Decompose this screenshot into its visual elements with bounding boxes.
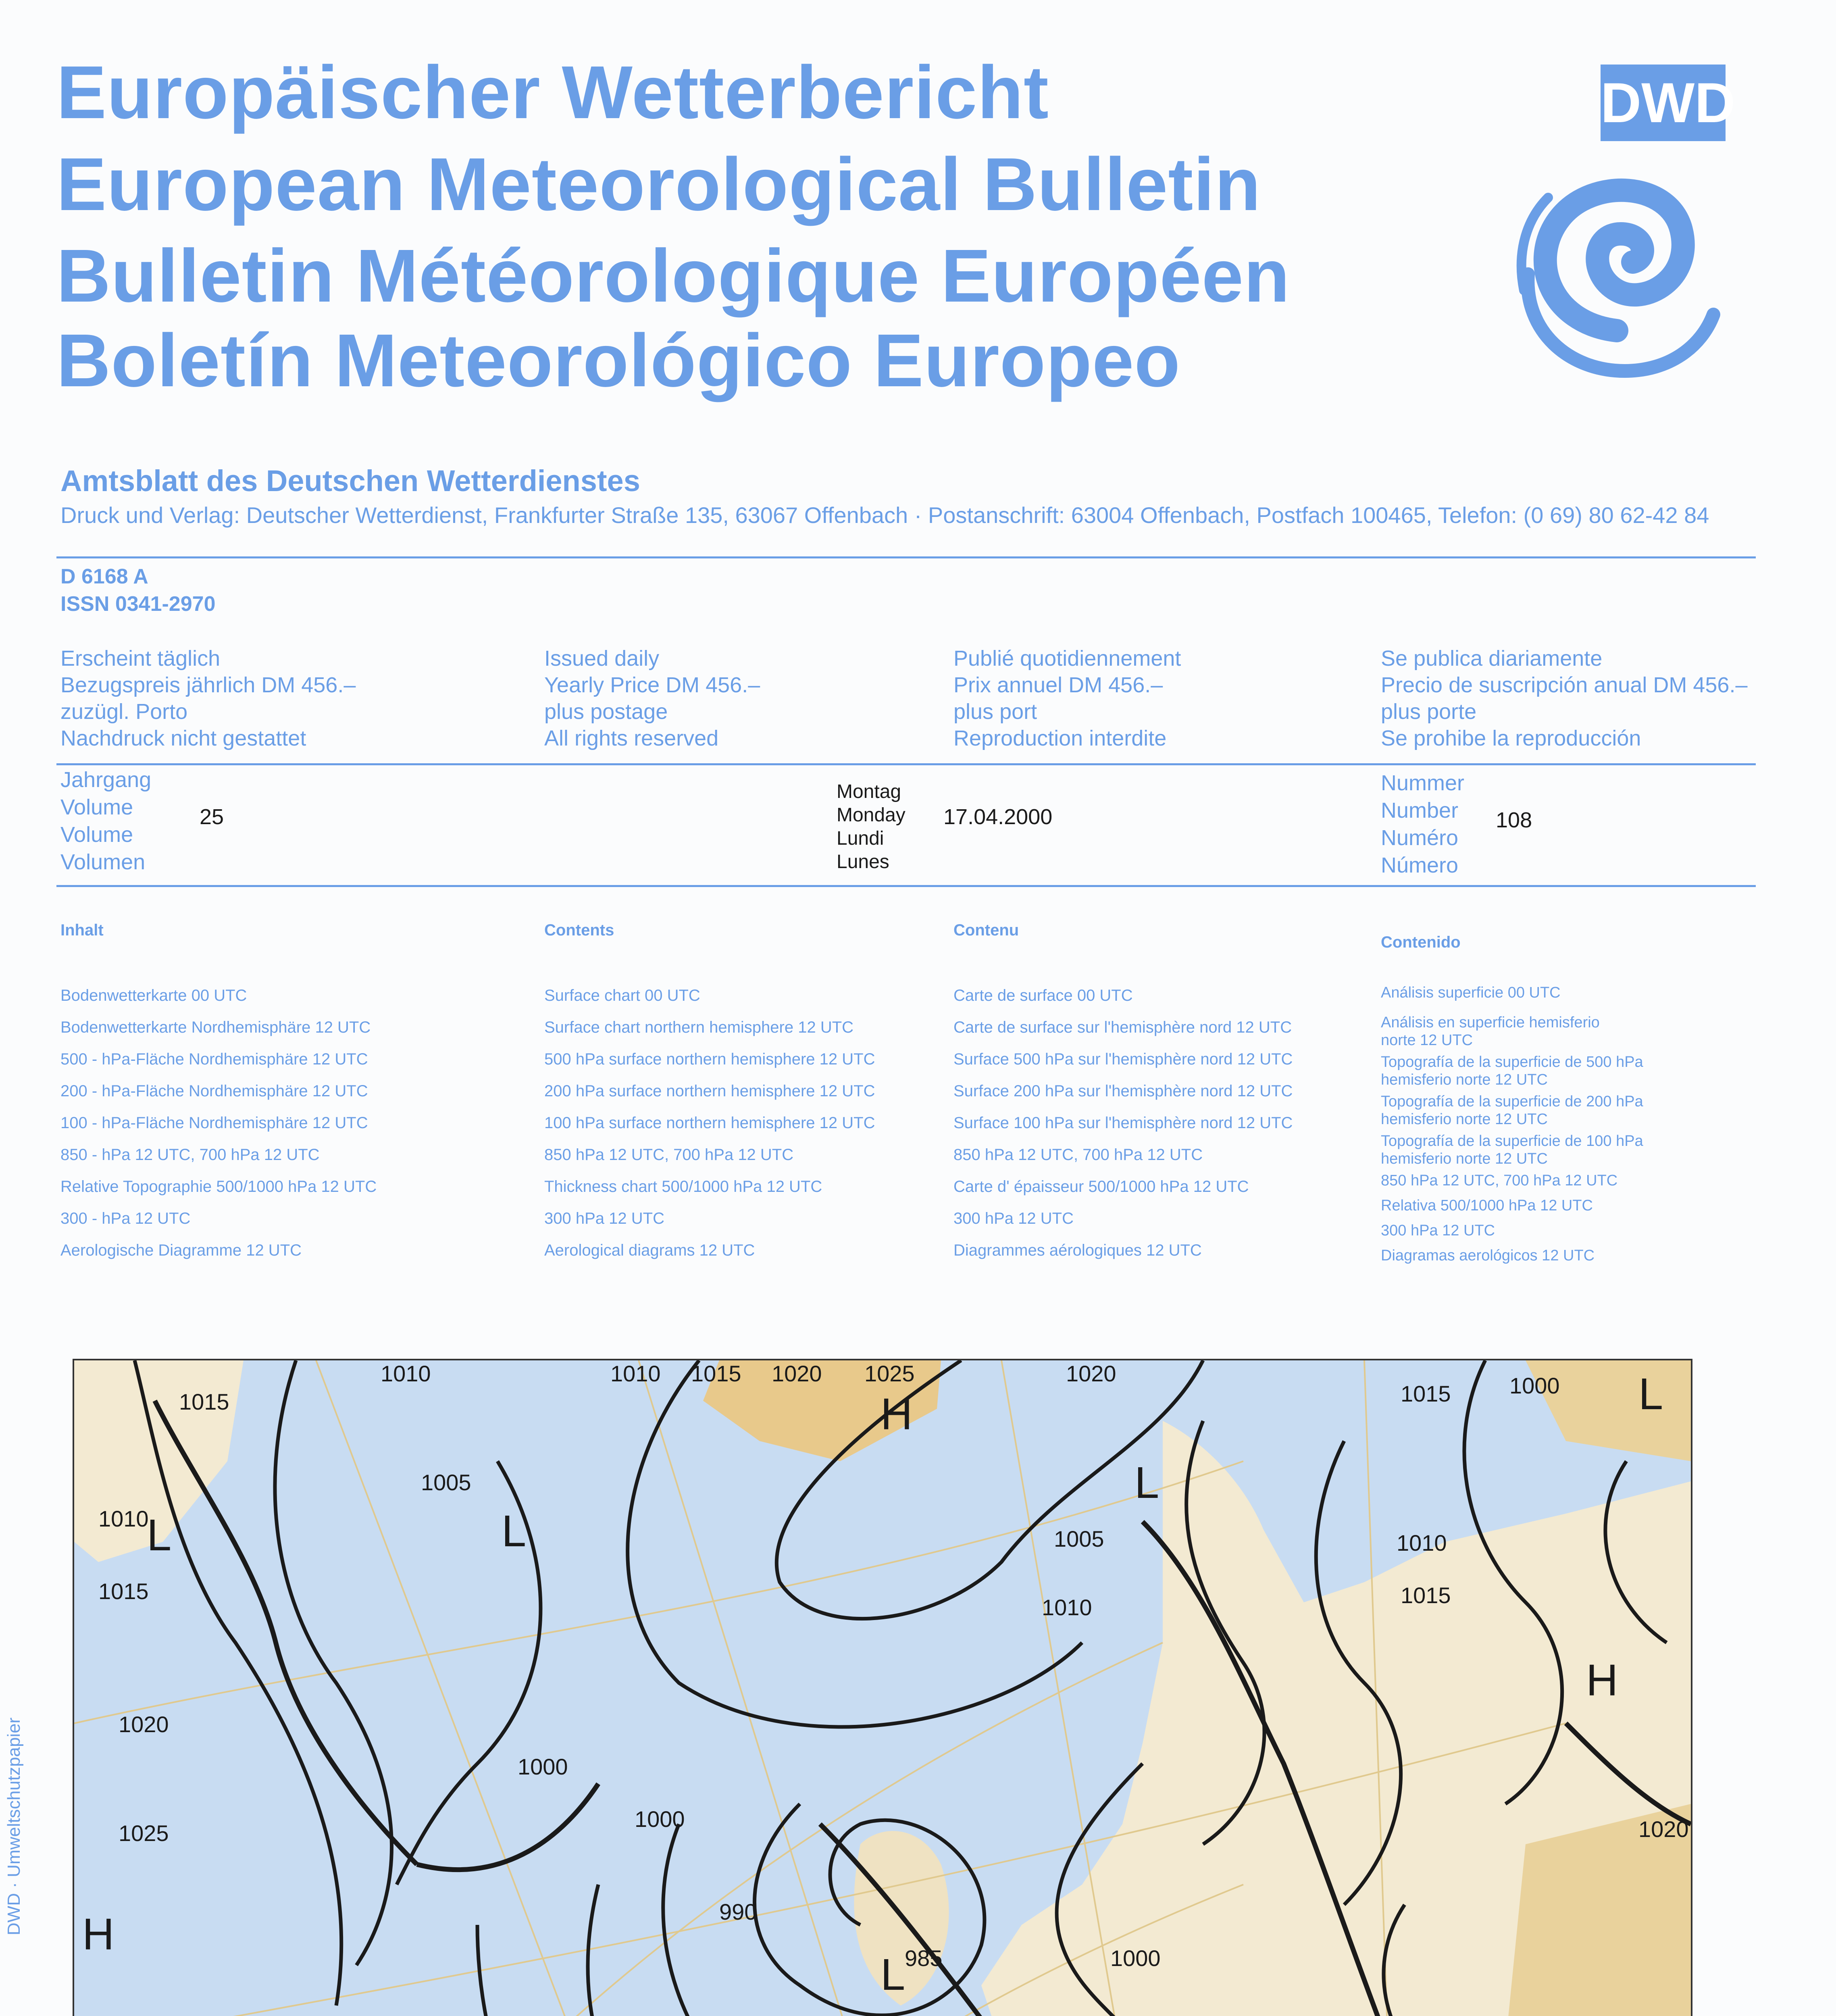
- isobar-label: 1000: [518, 1754, 568, 1779]
- info-line: Nachdruck nicht gestattet: [60, 726, 306, 750]
- volume-label: Volume: [60, 823, 133, 847]
- contents-item: 850 hPa 12 UTC, 700 hPa 12 UTC: [1381, 1172, 1618, 1189]
- isobar-label: 985: [905, 1945, 943, 1971]
- contents-heading-de: Inhalt: [60, 921, 104, 939]
- info-column-en: [544, 645, 760, 752]
- isobar-label: 1015: [179, 1389, 229, 1414]
- info-line: Publié quotidiennement: [953, 646, 1181, 671]
- contents-item: Thickness chart 500/1000 hPa 12 UTC: [544, 1178, 822, 1195]
- volume-label: Volumen: [60, 850, 146, 874]
- info-line: plus postage: [544, 700, 668, 724]
- isobar-label: 1005: [421, 1470, 471, 1495]
- issue-date: 17.04.2000: [943, 805, 1053, 829]
- contents-item: 100 hPa surface northern hemisphere 12 UTC: [544, 1114, 875, 1132]
- info-line: plus porte: [1381, 700, 1477, 724]
- contents-item: 850 hPa 12 UTC, 700 hPa 12 UTC: [953, 1146, 1203, 1164]
- isobar-label: 1015: [98, 1579, 149, 1604]
- dwd-logo-text: DWD: [1601, 65, 1726, 141]
- isobar-label: 1010: [98, 1506, 149, 1531]
- contents-list-es: [1381, 984, 1643, 1264]
- info-line: Precio de suscripción anual DM 456.–: [1381, 673, 1748, 697]
- isobar-label: 1015: [691, 1361, 741, 1386]
- subtitle: Amtsblatt des Deutschen Wetterdienstes: [60, 464, 640, 498]
- info-line: Prix annuel DM 456.–: [953, 673, 1163, 697]
- contents-item: 300 - hPa 12 UTC: [60, 1210, 191, 1227]
- isobar-label: 1010: [381, 1361, 431, 1386]
- info-line: All rights reserved: [544, 726, 719, 750]
- title-en: European Meteorological Bulletin: [56, 143, 1261, 226]
- contents-item: 300 hPa 12 UTC: [953, 1210, 1074, 1227]
- isobar-label: 1005: [1054, 1526, 1104, 1552]
- contents-item: 300 hPa 12 UTC: [1381, 1222, 1495, 1239]
- day-label: Lunes: [837, 851, 889, 873]
- contents-item: Topografía de la superficie de 100 hPa: [1381, 1133, 1643, 1150]
- contents-list-de: [60, 980, 377, 1266]
- title-fr: Bulletin Météorologique Européen: [56, 234, 1290, 318]
- isobar-label: 1025: [864, 1361, 915, 1386]
- info-line: Issued daily: [544, 646, 660, 671]
- info-line: Se publica diariamente: [1381, 646, 1603, 671]
- low-pressure-center: L: [147, 1510, 172, 1560]
- title-es: Boletín Meteorológico Europeo: [56, 319, 1181, 402]
- isobar-label: 990: [719, 1899, 757, 1924]
- contents-item: 850 hPa 12 UTC, 700 hPa 12 UTC: [544, 1146, 794, 1164]
- isobar-label: 1010: [610, 1361, 661, 1386]
- contents-item: Bodenwetterkarte 00 UTC: [60, 987, 247, 1004]
- contents-heading-en: Contents: [544, 921, 614, 939]
- high-pressure-center: H: [1586, 1656, 1618, 1705]
- publisher-line: Druck und Verlag: Deutscher Wetterdienst, Frankfurter Straße 135, 63067 Offenbach · Postanschrift: 63004 Offenbach, Postfach 100465, Telefon: (0 69) 80 62-42 84: [60, 502, 1709, 528]
- contents-item: 300 hPa 12 UTC: [544, 1210, 664, 1227]
- low-pressure-center: L: [1134, 1458, 1159, 1508]
- info-column-es: [1381, 645, 1747, 752]
- contents-heading-fr: Contenu: [953, 921, 1019, 939]
- contents-item: Aerologische Diagramme 12 UTC: [60, 1241, 302, 1259]
- contents-item: Diagrammes aérologiques 12 UTC: [953, 1241, 1202, 1259]
- contents-item: Relativa 500/1000 hPa 12 UTC: [1381, 1197, 1593, 1214]
- contents-item: 100 - hPa-Fläche Nordhemisphäre 12 UTC: [60, 1114, 368, 1132]
- isobar-label: 1010: [1397, 1530, 1447, 1556]
- contents-item: norte 12 UTC: [1381, 1032, 1473, 1049]
- info-line: Se prohibe la reproducción: [1381, 726, 1641, 750]
- high-pressure-center: H: [881, 1389, 913, 1439]
- contents-item: Análisis en superficie hemisferio: [1381, 1014, 1600, 1031]
- issue-number: 108: [1496, 808, 1532, 832]
- contents-item: Análisis superficie 00 UTC: [1381, 984, 1561, 1001]
- isobar-label: 1010: [1042, 1595, 1092, 1620]
- number-label: Nummer: [1381, 771, 1465, 795]
- contents-item: Surface chart 00 UTC: [544, 987, 700, 1004]
- surface-weather-map: [73, 1359, 1692, 2016]
- divider: [56, 556, 1756, 558]
- day-labels: [837, 780, 906, 874]
- contents-item: hemisferio norte 12 UTC: [1381, 1111, 1548, 1128]
- low-pressure-center: L: [881, 1950, 906, 1999]
- contents-item: Carte d' épaisseur 500/1000 hPa 12 UTC: [953, 1178, 1249, 1195]
- info-line: Reproduction interdite: [953, 726, 1167, 750]
- day-label: Montag: [837, 781, 901, 802]
- info-column-de: [60, 645, 356, 752]
- info-line: Erscheint täglich: [60, 646, 221, 671]
- isobar-label: 1020: [119, 1712, 169, 1737]
- issn: ISSN 0341-2970: [60, 592, 216, 616]
- contents-heading-es: Contenido: [1381, 933, 1461, 951]
- number-label: Numéro: [1381, 826, 1459, 850]
- contents-item: Carte de surface sur l'hemisphère nord 12 UTC: [953, 1018, 1292, 1036]
- contents-item: Bodenwetterkarte Nordhemisphäre 12 UTC: [60, 1018, 371, 1036]
- volume-value: 25: [200, 805, 224, 829]
- isobar-label: 1015: [1401, 1381, 1451, 1406]
- contents-item: Carte de surface 00 UTC: [953, 987, 1133, 1004]
- contents-item: 200 hPa surface northern hemisphere 12 UTC: [544, 1082, 875, 1100]
- map-artwork: [74, 1360, 1691, 2016]
- contents-item: 500 hPa surface northern hemisphere 12 UTC: [544, 1050, 875, 1068]
- contents-item: 200 - hPa-Fläche Nordhemisphäre 12 UTC: [60, 1082, 368, 1100]
- contents-item: hemisferio norte 12 UTC: [1381, 1150, 1548, 1167]
- number-label: Número: [1381, 853, 1459, 877]
- volume-label: Jahrgang: [60, 768, 152, 792]
- contents-list-en: [544, 980, 875, 1266]
- high-pressure-center: H: [82, 1910, 114, 1959]
- divider: [56, 763, 1756, 765]
- isobar-label: 1020: [772, 1361, 822, 1386]
- info-line: Yearly Price DM 456.–: [544, 673, 760, 697]
- contents-item: hemisferio norte 12 UTC: [1381, 1071, 1548, 1088]
- isobar-label: 1000: [635, 1806, 685, 1832]
- volume-labels: [60, 766, 151, 876]
- isobar-label: 1015: [1401, 1583, 1451, 1608]
- contents-item: Topografía de la superficie de 500 hPa: [1381, 1054, 1643, 1070]
- info-line: plus port: [953, 700, 1037, 724]
- contents-item: Surface 100 hPa sur l'hemisphère nord 12 UTC: [953, 1114, 1293, 1132]
- isobar-label: 1000: [1509, 1373, 1560, 1398]
- isobar-label: 1025: [119, 1820, 169, 1846]
- divider: [56, 885, 1756, 887]
- title-de: Europäischer Wetterbericht: [56, 51, 1049, 134]
- info-column-fr: [953, 645, 1181, 752]
- side-imprint: DWD · Umweltschutzpapier: [4, 1717, 24, 1935]
- number-label: Number: [1381, 798, 1459, 823]
- volume-label: Volume: [60, 795, 133, 819]
- contents-item: Topografía de la superficie de 200 hPa: [1381, 1093, 1643, 1110]
- contents-item: 500 - hPa-Fläche Nordhemisphäre 12 UTC: [60, 1050, 368, 1068]
- info-line: Bezugspreis jährlich DM 456.–: [60, 673, 356, 697]
- low-pressure-center: L: [502, 1506, 527, 1556]
- low-pressure-center: L: [1638, 1369, 1663, 1419]
- contents-item: Aerological diagrams 12 UTC: [544, 1241, 755, 1259]
- contents-item: Surface chart northern hemisphere 12 UTC: [544, 1018, 854, 1036]
- contents-item: Surface 200 hPa sur l'hemisphère nord 12 UTC: [953, 1082, 1293, 1100]
- info-line: zuzügl. Porto: [60, 700, 188, 724]
- isobar-label: 1000: [1110, 1945, 1161, 1971]
- publication-code: D 6168 A: [60, 565, 148, 588]
- contents-list-fr: [953, 980, 1293, 1266]
- dwd-logo: [1500, 65, 1736, 399]
- isobar-label: 1020: [1066, 1361, 1116, 1386]
- contents-item: Surface 500 hPa sur l'hemisphère nord 12 UTC: [953, 1050, 1293, 1068]
- contents-item: Diagramas aerológicos 12 UTC: [1381, 1247, 1595, 1264]
- contents-item: 850 - hPa 12 UTC, 700 hPa 12 UTC: [60, 1146, 320, 1164]
- day-label: Monday: [837, 804, 906, 826]
- contents-item: Relative Topographie 500/1000 hPa 12 UTC: [60, 1178, 377, 1195]
- isobar-label: 1020: [1638, 1816, 1689, 1842]
- number-labels: [1381, 769, 1464, 879]
- day-label: Lundi: [837, 828, 884, 849]
